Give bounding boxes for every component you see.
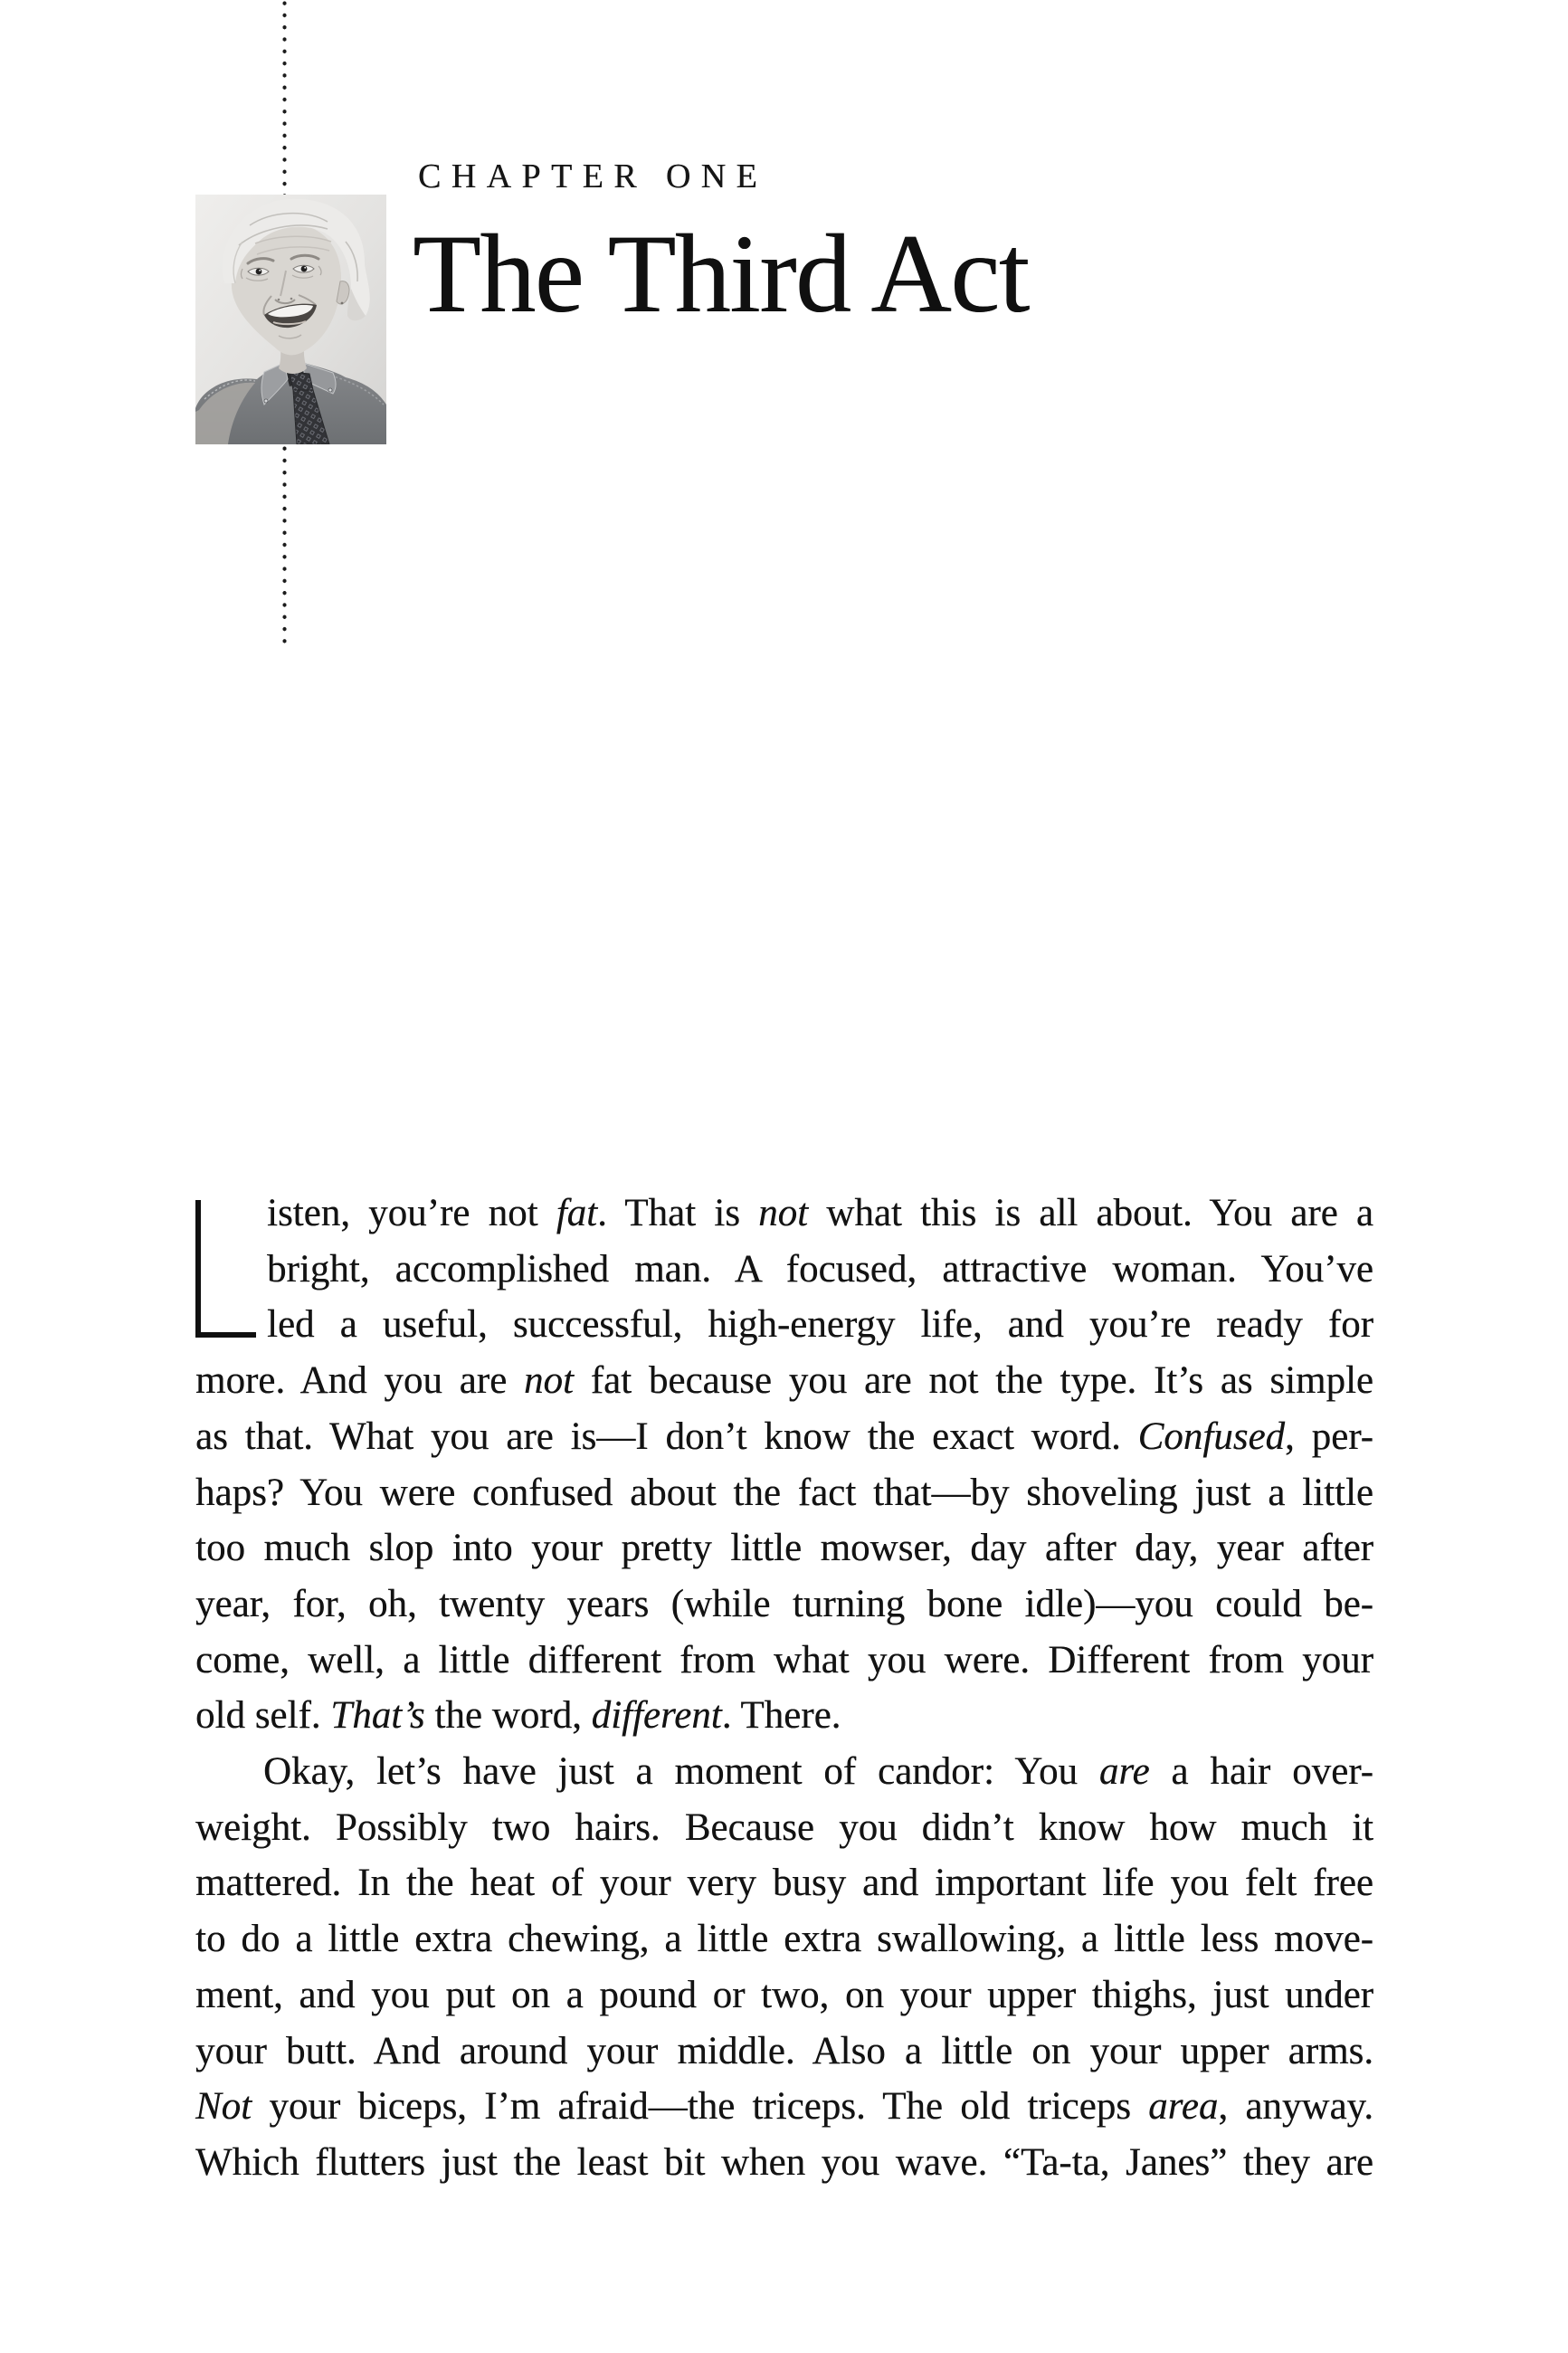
paragraph-line: haps? You were confused about the fact that—by shoveling just a little (195, 1471, 1373, 1514)
paragraph-line: Not your biceps, I’m afraid—the triceps. The old triceps area, anyway. (195, 2085, 1373, 2129)
portrait-photo-illustration (195, 195, 386, 444)
paragraph-line: old self. That’s the word, different. There. (195, 1694, 841, 1738)
paragraph-line: as that. What you are is—I don’t know the exact word. Confused, per- (195, 1415, 1373, 1458)
paragraph-line: to do a little extra chewing, a little extra swallowing, a little less move- (195, 1918, 1373, 1961)
dotted-rule-bottom (281, 443, 288, 646)
paragraph-line: mattered. In the heat of your very busy and important life you felt free (195, 1862, 1373, 1905)
paragraph-line: weight. Possibly two hairs. Because you didn’t know how much it (195, 1805, 1373, 1849)
paragraph-line: Okay, let’s have just a moment of candor: You are a hair over- (263, 1750, 1373, 1794)
chapter-title: The Third Act (413, 212, 1029, 336)
paragraph-line: isten, you’re not fat. That is not what this is all about. You are a (267, 1192, 1373, 1234)
paragraph-line: your butt. And around your middle. Also a little on your upper arms. (195, 2029, 1373, 2072)
paragraph-line: Which flutters just the least bit when you wave. “Ta-ta, Janes” they are (195, 2140, 1373, 2184)
paragraph-line: come, well, a little different from what you were. Different from your (195, 1638, 1373, 1681)
paragraph-line: too much slop into your pretty little mowser, day after day, year after (195, 1527, 1373, 1570)
paragraph-line: bright, accomplished man. A focused, attractive woman. You’ve (267, 1247, 1373, 1291)
chapter-author-photo (195, 195, 386, 444)
paragraph-line: more. And you are not fat because you are not the type. It’s as simple (195, 1359, 1373, 1403)
body-text (195, 1186, 1373, 2191)
paragraph-line: ment, and you put on a pound or two, on your upper thighs, just under (195, 1973, 1373, 2016)
paragraph-line: led a useful, successful, high-energy life, and you’re ready for (267, 1303, 1373, 1347)
dotted-rule-top (281, 0, 288, 195)
paragraph-line: year, for, oh, twenty years (while turning bone idle)—you could be- (195, 1582, 1373, 1625)
chapter-label: CHAPTER ONE (418, 157, 768, 195)
